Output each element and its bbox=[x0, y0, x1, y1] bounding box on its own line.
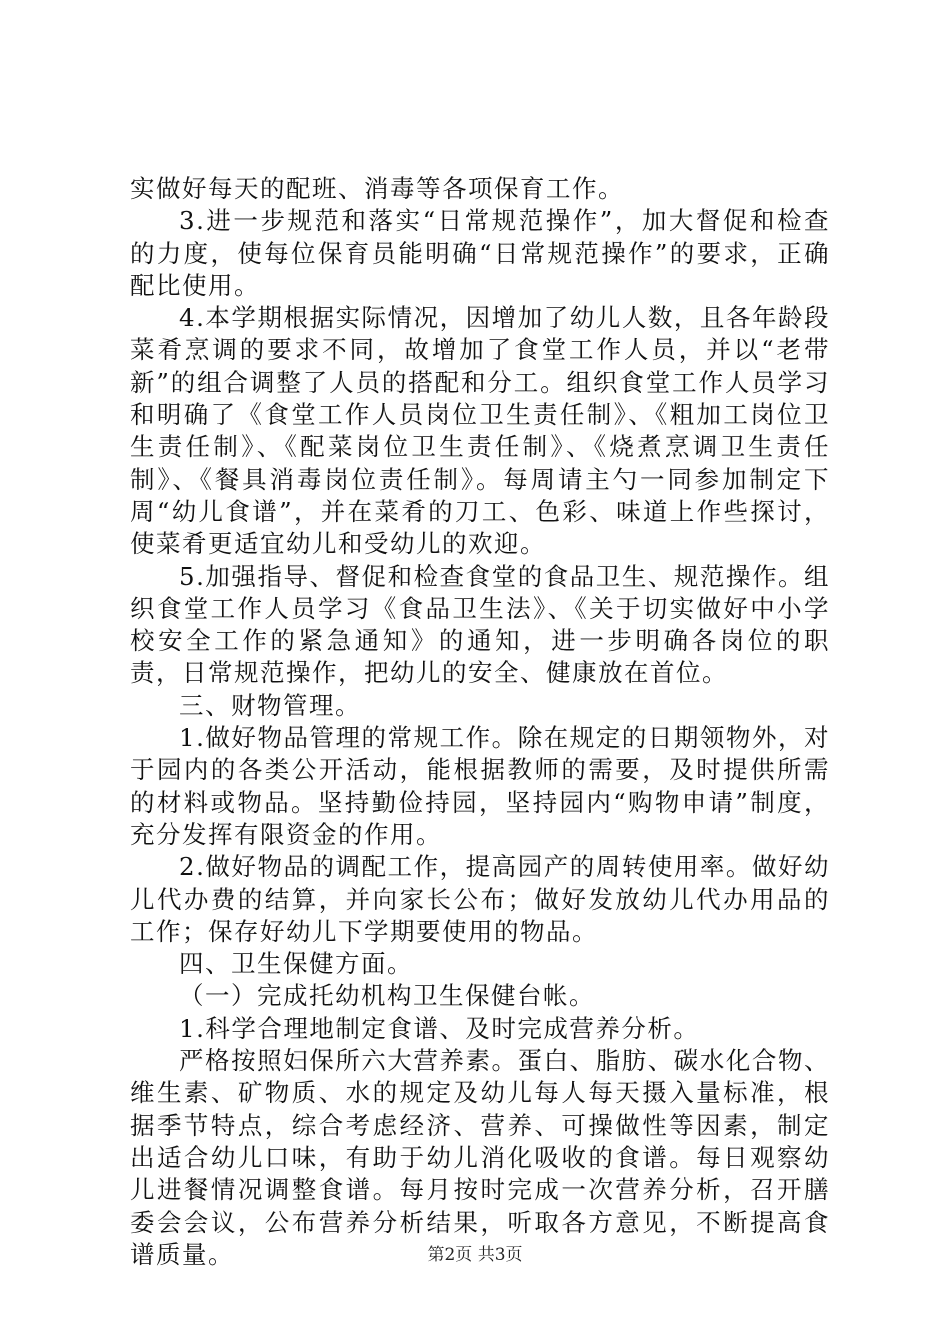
section-heading-health: 四、卫生保健方面。 bbox=[179, 949, 413, 979]
paragraph-item-4: 4.本学期根据实际情况，因增加了幼儿人数，且各年龄段菜肴烹调的要求不同，故增加了食堂工作人员，并以“老带新”的组合调整了人员的搭配和分工。组织食堂工作人员学习和明确了《食堂工作人员岗位卫生责任制》、《粗加工岗位卫生责任制》、《配菜岗位卫生责任制》、《烧煮烹调卫生责任制》、《餐具消毒岗位责任制》。每周请主勺一同参加制定下周“幼儿食谱”，并在菜肴的刀工、色彩、味道上作些探讨，使菜肴更适宜幼儿和受幼儿的欢迎。 bbox=[130, 303, 830, 559]
paragraph-continuation: 实做好每天的配班、消毒等各项保育工作。 bbox=[130, 174, 624, 203]
paragraph-item-3: 3.进一步规范和落实“日常规范操作”，加大督促和检查的力度，使每位保育员能明确“日常规范操作”的要求，正确配比使用。 bbox=[130, 206, 830, 300]
section-heading-finance: 三、财物管理。 bbox=[179, 690, 361, 720]
paragraph-item-5: 5.加强指导、督促和检查食堂的食品卫生、规范操作。组织食堂工作人员学习《食品卫生法》、《关于切实做好中小学校安全工作的紧急通知》的通知，进一步明确各岗位的职责，日常规范操作，把幼儿的安全、健康放在首位。 bbox=[130, 561, 830, 688]
paragraph-finance-1: 1.做好物品管理的常规工作。除在规定的日期领物外，对于园内的各类公开活动，能根据教师的需要，及时提供所需的材料或物品。坚持勤俭持园，坚持园内“购物申请”制度，充分发挥有限资金的作用。 bbox=[130, 723, 830, 849]
page-footer: 第2页 共3页 bbox=[427, 1245, 523, 1265]
paragraph-health-1: 1.科学合理地制定食谱、及时完成营养分析。 bbox=[179, 1013, 700, 1043]
subsection-heading-ledger: （一）完成托幼机构卫生保健台帐。 bbox=[179, 981, 595, 1011]
document-body bbox=[130, 173, 830, 1271]
paragraph-finance-2: 2.做好物品的调配工作，提高园产的周转使用率。做好幼儿代办费的结算，并向家长公布；做好发放幼儿代办用品的工作；保存好幼儿下学期要使用的物品。 bbox=[130, 852, 830, 946]
paragraph-nutrition: 严格按照妇保所六大营养素。蛋白、脂肪、碳水化合物、维生素、矿物质、水的规定及幼儿每人每天摄入量标准，根据季节特点，综合考虑经济、营养、可操做性等因素，制定出适合幼儿口味，有助于幼儿消化吸收的食谱。每日观察幼儿进餐情况调整食谱。每月按时完成一次营养分析，召开膳委会会议，公布营养分析结果，听取各方意见，不断提高食谱质量。 bbox=[130, 1046, 830, 1269]
